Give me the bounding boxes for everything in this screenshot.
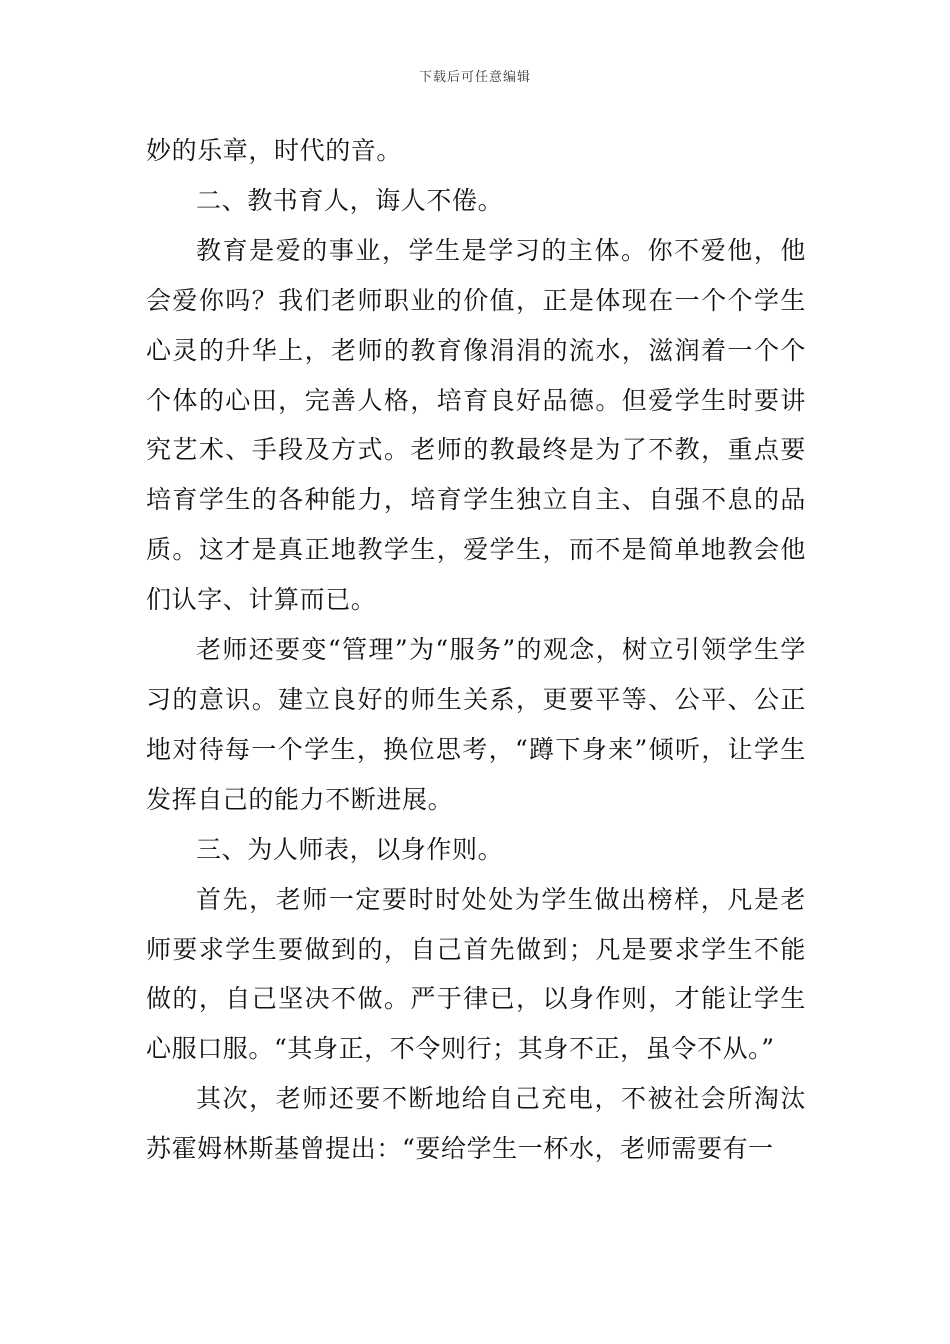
paragraph: 其次，老师还要不断地给自己充电，不被社会所淘汰苏霍姆林斯基曾提出：“要给学生一杯水，老师需要有一 bbox=[146, 1084, 806, 1164]
document-body bbox=[146, 126, 806, 1174]
paragraph: 教育是爱的事业，学生是学习的主体。你不爱他，他会爱你吗？我们老师职业的价值，正是体现在一个个学生心灵的升华上，老师的教育像涓涓的流水，滋润着一个个个体的心田，完善人格，培育良好品德。但爱学生时要讲究艺术、手段及方式。老师的教最终是为了不教，重点要培育学生的各种能力，培育学生独立自主、自强不息的品质。这才是真正地教学生，爱学生，而不是简单地教会他们认字、计算而已。 bbox=[146, 235, 806, 615]
header-note: 下载后可任意编辑 bbox=[418, 70, 531, 85]
paragraph: 首先，老师一定要时时处处为学生做出榜样，凡是老师要求学生要做到的，自己首先做到；凡是要求学生不能做的，自己坚决不做。严于律已，以身作则，才能让学生心服口服。“其身正，不令则行；其身不正，虽令不从。” bbox=[146, 884, 806, 1064]
paragraph: 老师还要变“管理”为“服务”的观念，树立引领学生学习的意识。建立良好的师生关系，更要平等、公平、公正地对待每一个学生，换位思考，“蹲下身来”倾听，让学生发挥自己的能力不断进展。 bbox=[146, 635, 806, 814]
section-heading: 三、为人师表，以身作则。 bbox=[196, 834, 504, 864]
section-heading: 二、教书育人，诲人不倦。 bbox=[196, 185, 504, 215]
paragraph: 妙的乐章，时代的音。 bbox=[146, 136, 403, 165]
